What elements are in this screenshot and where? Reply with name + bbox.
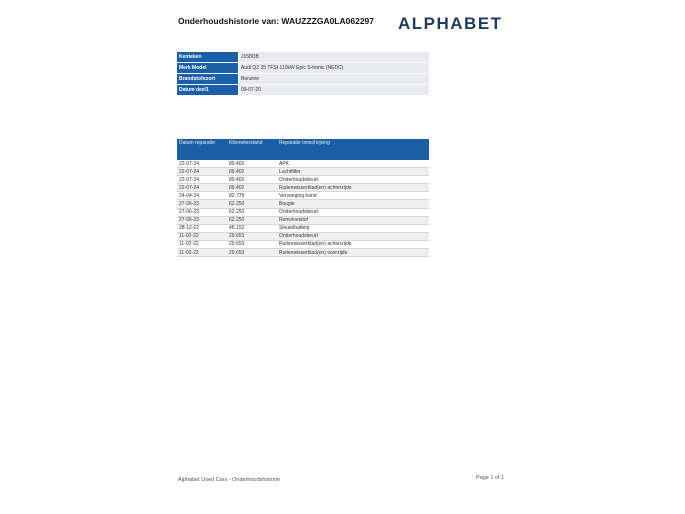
repair-date-cell: 11-02-22	[177, 240, 227, 248]
repair-description-cell: Bougie	[277, 200, 429, 208]
repair-date-cell: 22-07-24	[177, 176, 227, 184]
vehicle-field-value: 09-07-20	[239, 85, 430, 96]
repair-date-cell: 27-06-23	[177, 208, 227, 216]
table-row	[177, 168, 429, 176]
repair-description-cell: Ruitenwisserblad(en) voorzijde	[277, 249, 429, 257]
mileage-cell: 29.653	[227, 240, 277, 248]
vehicle-row	[177, 74, 429, 85]
repair-date-cell: 27-06-23	[177, 216, 227, 224]
vehicle-field-label: Merk Model	[177, 63, 239, 74]
maintenance-history-table	[177, 139, 429, 257]
mileage-cell: 29.653	[227, 249, 277, 257]
footer-text: Alphabet Used Cars - Onderhoudshistorie	[178, 477, 281, 483]
mileage-cell: 89.402	[227, 168, 277, 176]
repair-date-cell: 28-12-22	[177, 224, 227, 232]
table-row	[177, 192, 429, 200]
table-row	[177, 249, 429, 257]
repair-date-cell: 22-07-24	[177, 168, 227, 176]
mileage-cell: 48.152	[227, 224, 277, 232]
table-row	[177, 232, 429, 240]
repair-date-cell: 11-02-22	[177, 249, 227, 257]
alphabet-logo: ALPHABET	[398, 14, 503, 33]
table-row	[177, 160, 429, 168]
repair-date-cell: 22-07-24	[177, 184, 227, 192]
mileage-cell: 62.250	[227, 208, 277, 216]
repair-description-cell: Ruitenwisserblad(en) achterzijde	[277, 240, 429, 248]
table-row	[177, 216, 429, 224]
mileage-cell: 62.250	[227, 216, 277, 224]
vehicle-field-value: Benzine	[239, 74, 430, 85]
mileage-cell: 82.779	[227, 192, 277, 200]
vehicle-info-table	[177, 52, 429, 96]
mileage-cell: 89.402	[227, 176, 277, 184]
mileage-cell: 29.653	[227, 232, 277, 240]
vehicle-field-value: Audi Q2 35 TFSI 110kW Epic S-tronic (NEDC)	[239, 63, 430, 74]
vehicle-field-label: Datum deel1	[177, 85, 239, 96]
repair-description-cell: Onderhoudsbeurt	[277, 176, 429, 184]
column-header-mileage: Kilometerstand	[227, 139, 277, 160]
page-number: Page 1 of 1	[476, 475, 505, 481]
repair-description-cell: Sleutelbatterij	[277, 224, 429, 232]
column-header-description: Reparatie omschrijving	[277, 139, 429, 160]
repair-description-cell: Onderhoudsbeurt	[277, 232, 429, 240]
repair-description-cell: Ruitenwisserblad(en) achterzijde	[277, 184, 429, 192]
table-row	[177, 184, 429, 192]
mileage-cell: 89.402	[227, 184, 277, 192]
table-row	[177, 208, 429, 216]
repair-description-cell: Vervanging band	[277, 192, 429, 200]
history-header-row	[177, 139, 429, 160]
repair-description-cell: APK	[277, 160, 429, 168]
table-row	[177, 176, 429, 184]
mileage-cell: 62.250	[227, 200, 277, 208]
page-title: Onderhoudshistorie van: WAUZZZGA0LA062297	[178, 16, 375, 26]
table-row	[177, 200, 429, 208]
column-header-date: Datum reparatie	[177, 139, 227, 160]
repair-date-cell: 24-04-24	[177, 192, 227, 200]
vehicle-field-label: Kenteken	[177, 52, 239, 63]
vehicle-row	[177, 85, 429, 96]
table-row	[177, 224, 429, 232]
repair-description-cell: Remvloeistof	[277, 216, 429, 224]
repair-date-cell: 11-02-22	[177, 232, 227, 240]
repair-description-cell: Onderhoudsbeurt	[277, 208, 429, 216]
mileage-cell: 89.402	[227, 160, 277, 168]
vehicle-row	[177, 52, 429, 63]
repair-date-cell: 27-06-23	[177, 200, 227, 208]
repair-description-cell: Luchtfilter	[277, 168, 429, 176]
vehicle-field-label: Brandstofsoort	[177, 74, 239, 85]
vehicle-row	[177, 63, 429, 74]
table-row	[177, 240, 429, 248]
repair-date-cell: 22-07-24	[177, 160, 227, 168]
vehicle-field-value: J158DB	[239, 52, 430, 63]
